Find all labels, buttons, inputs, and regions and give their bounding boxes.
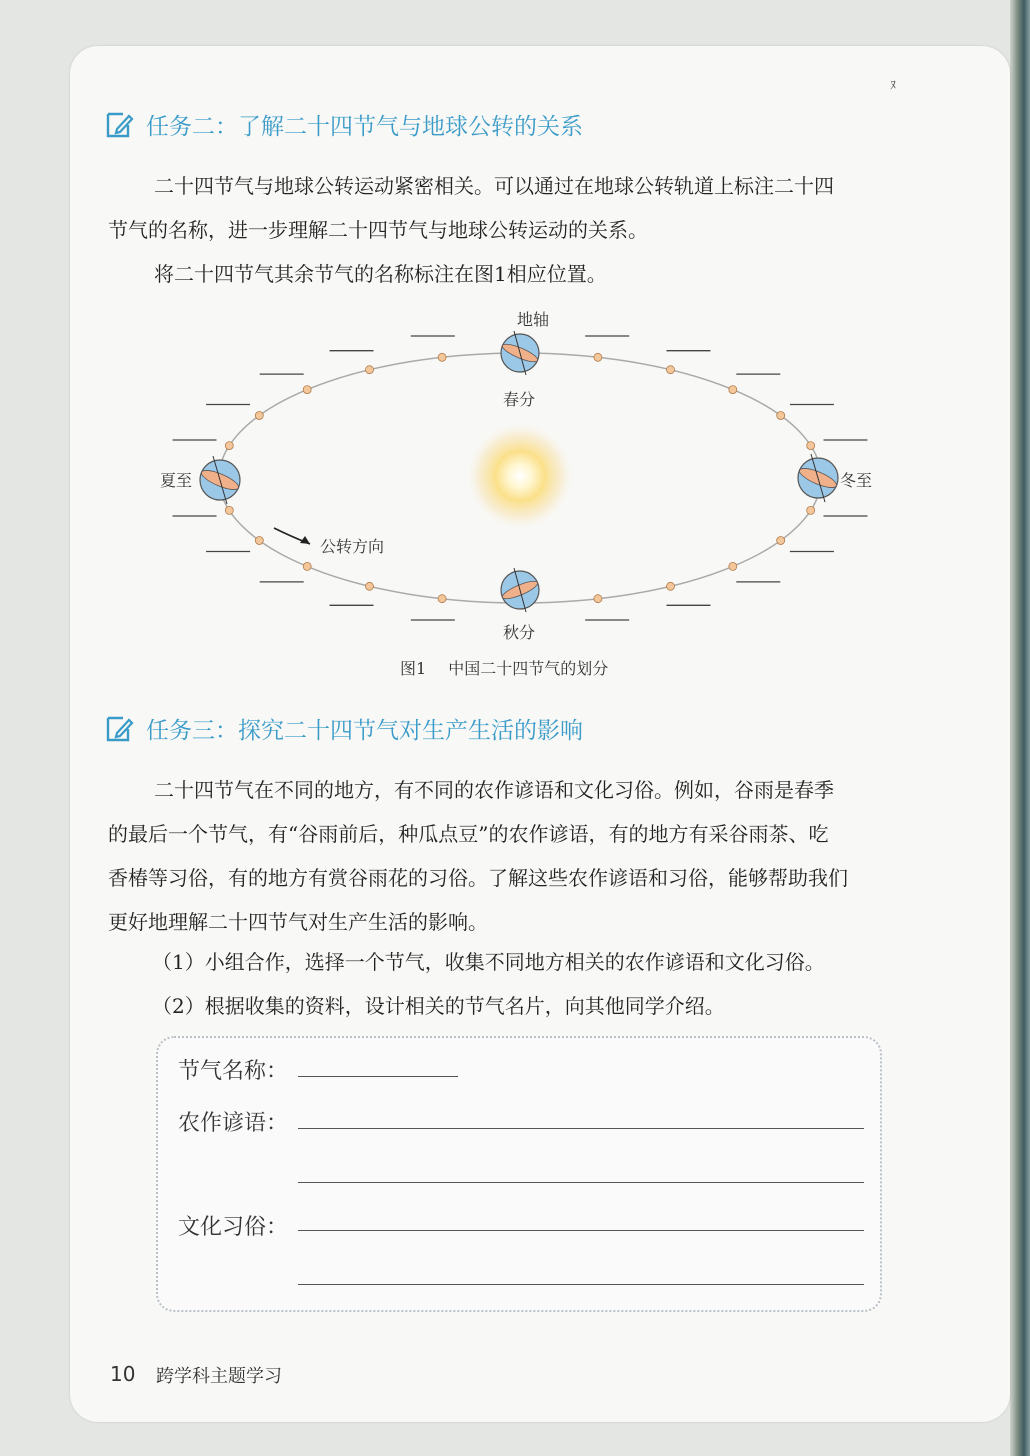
card-label-name: 节气名称： (178, 1059, 289, 1084)
figure-title: 中国二十四节气的划分 (448, 659, 609, 678)
pencil-note-icon (104, 110, 134, 140)
label-spring-equinox: 春分 (503, 390, 536, 409)
solar-term-dot (667, 366, 675, 374)
label-winter-solstice: 冬至 (840, 471, 873, 490)
task3-item-1: （1）小组合作，选择一个节气，收集不同地方相关的农作谚语和文化习俗。 (152, 950, 825, 974)
earth-summer-solstice (199, 456, 241, 504)
name-field-line[interactable] (298, 1076, 458, 1077)
solar-term-dot (255, 537, 263, 545)
label-summer-solstice: 夏至 (160, 471, 193, 490)
solar-term-dot (777, 412, 785, 420)
card-label-custom: 文化习俗： (178, 1215, 289, 1240)
earth-winter-solstice (797, 454, 839, 502)
solar-term-dot (594, 595, 602, 603)
solar-term-dot (303, 562, 311, 570)
solar-term-dot (303, 386, 311, 394)
solar-term-dot (438, 353, 446, 361)
label-earth-axis: 地轴 (517, 310, 550, 329)
task3-item-2: （2）根据收集的资料，设计相关的节气名片，向其他同学介绍。 (152, 994, 725, 1018)
book-spine-edge (1010, 0, 1030, 1456)
solar-term-dot (255, 412, 263, 420)
page-number: 10 (110, 1362, 136, 1386)
sun (465, 421, 575, 531)
custom-field-line-1[interactable] (298, 1230, 864, 1231)
solar-term-dot (225, 506, 233, 514)
solar-term-dot (366, 582, 374, 590)
solar-term-dot (225, 442, 233, 450)
solar-term-dot (807, 506, 815, 514)
pencil-mark: ﾇ (890, 78, 897, 92)
figure-caption (400, 656, 608, 679)
label-orbit-direction: 公转方向 (320, 537, 385, 556)
task3-heading (104, 712, 583, 745)
task2-heading-text: 任务二：了解二十四节气与地球公转的关系 (146, 114, 583, 140)
solar-term-dot (729, 386, 737, 394)
earth-autumn-equinox (501, 568, 540, 612)
task2-heading (104, 108, 583, 141)
figure-number: 图1 (400, 659, 427, 678)
solar-term-dot (667, 582, 675, 590)
proverb-field-line-1[interactable] (298, 1128, 864, 1129)
custom-field-line-2[interactable] (298, 1284, 864, 1285)
task3-heading-text: 任务三：探究二十四节气对生产生活的影响 (146, 718, 583, 744)
solar-term-dot (594, 353, 602, 361)
card-label-proverb: 农作谚语： (178, 1111, 289, 1136)
book-title: 跨学科主题学习 (156, 1366, 282, 1387)
solar-term-dot (438, 595, 446, 603)
earth-orbit-diagram (150, 300, 890, 650)
solar-term-dot (777, 537, 785, 545)
task2-paragraph-2: 将二十四节气其余节气的名称标注在图1相应位置。 (154, 262, 607, 286)
solar-term-dot (729, 562, 737, 570)
earth-spring-equinox (501, 331, 540, 375)
task2-paragraph-1: 二十四节气与地球公转运动紧密相关。可以通过在地球公转轨道上标注二十四 节气的名称，进一步理解二十四节气与地球公转运动的关系。 (108, 174, 834, 242)
solar-term-dot (366, 366, 374, 374)
pencil-note-icon (104, 714, 134, 744)
label-autumn-equinox: 秋分 (503, 623, 536, 642)
solar-term-dot (807, 442, 815, 450)
proverb-field-line-2[interactable] (298, 1182, 864, 1183)
task3-paragraph: 二十四节气在不同的地方，有不同的农作谚语和文化习俗。例如，谷雨是春季 的最后一个节气，有“谷雨前后，种瓜点豆”的农作谚语，有的地方有采谷雨茶、吃 香椿等习俗，有的地方有赏谷雨花的习俗。了解这些农作谚语和习俗，能够帮助我们 更好地理解二十四节气对生产生活的影响。 (108, 778, 848, 934)
